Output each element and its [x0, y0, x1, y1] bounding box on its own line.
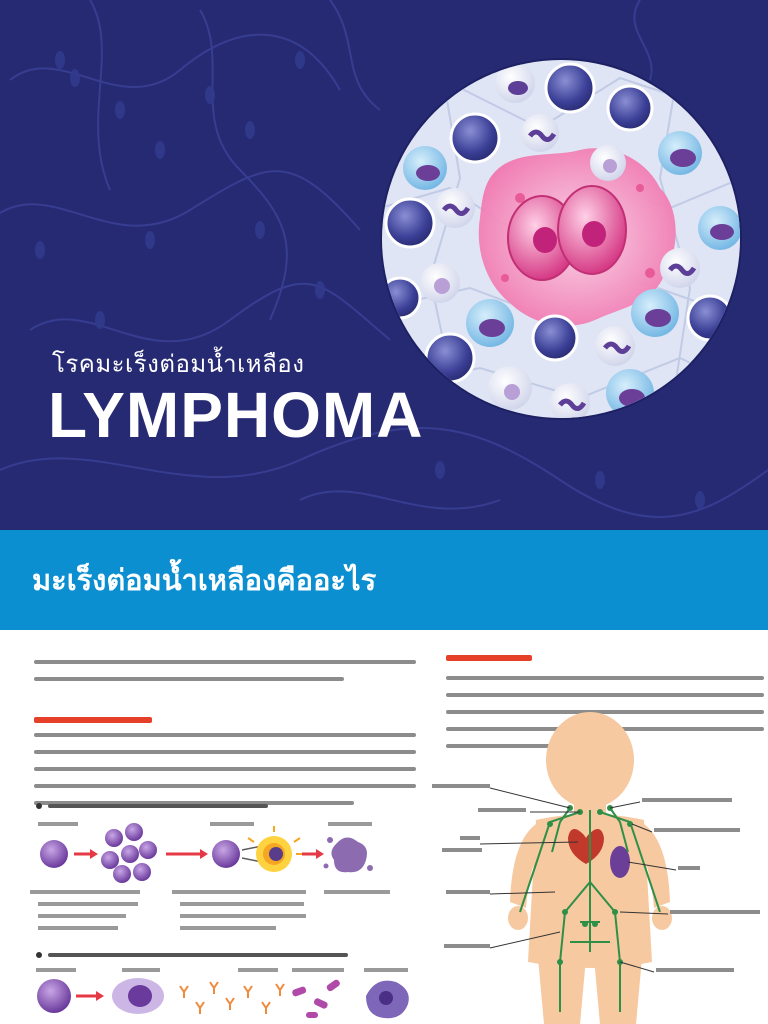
subheading-immune-system-placeholder — [34, 717, 152, 723]
section-banner — [0, 530, 768, 630]
section-heading: มะเร็งต่อมน้ำเหลืองคืออะไร — [32, 563, 377, 597]
thai-title: โรคมะเร็งต่อมน้ำเหลือง — [52, 350, 305, 378]
b-cell-diagram — [30, 966, 420, 1024]
lymphatic-system-body-diagram — [420, 712, 764, 1024]
subheading-lymphatic-system-placeholder — [446, 655, 532, 661]
t-cell-diagram — [30, 820, 420, 960]
bullet-dot — [36, 952, 42, 958]
bullet-dot — [36, 803, 42, 809]
blood-cells-illustration — [380, 58, 742, 420]
content-area — [0, 630, 768, 1024]
main-title: LYMPHOMA — [48, 379, 424, 451]
